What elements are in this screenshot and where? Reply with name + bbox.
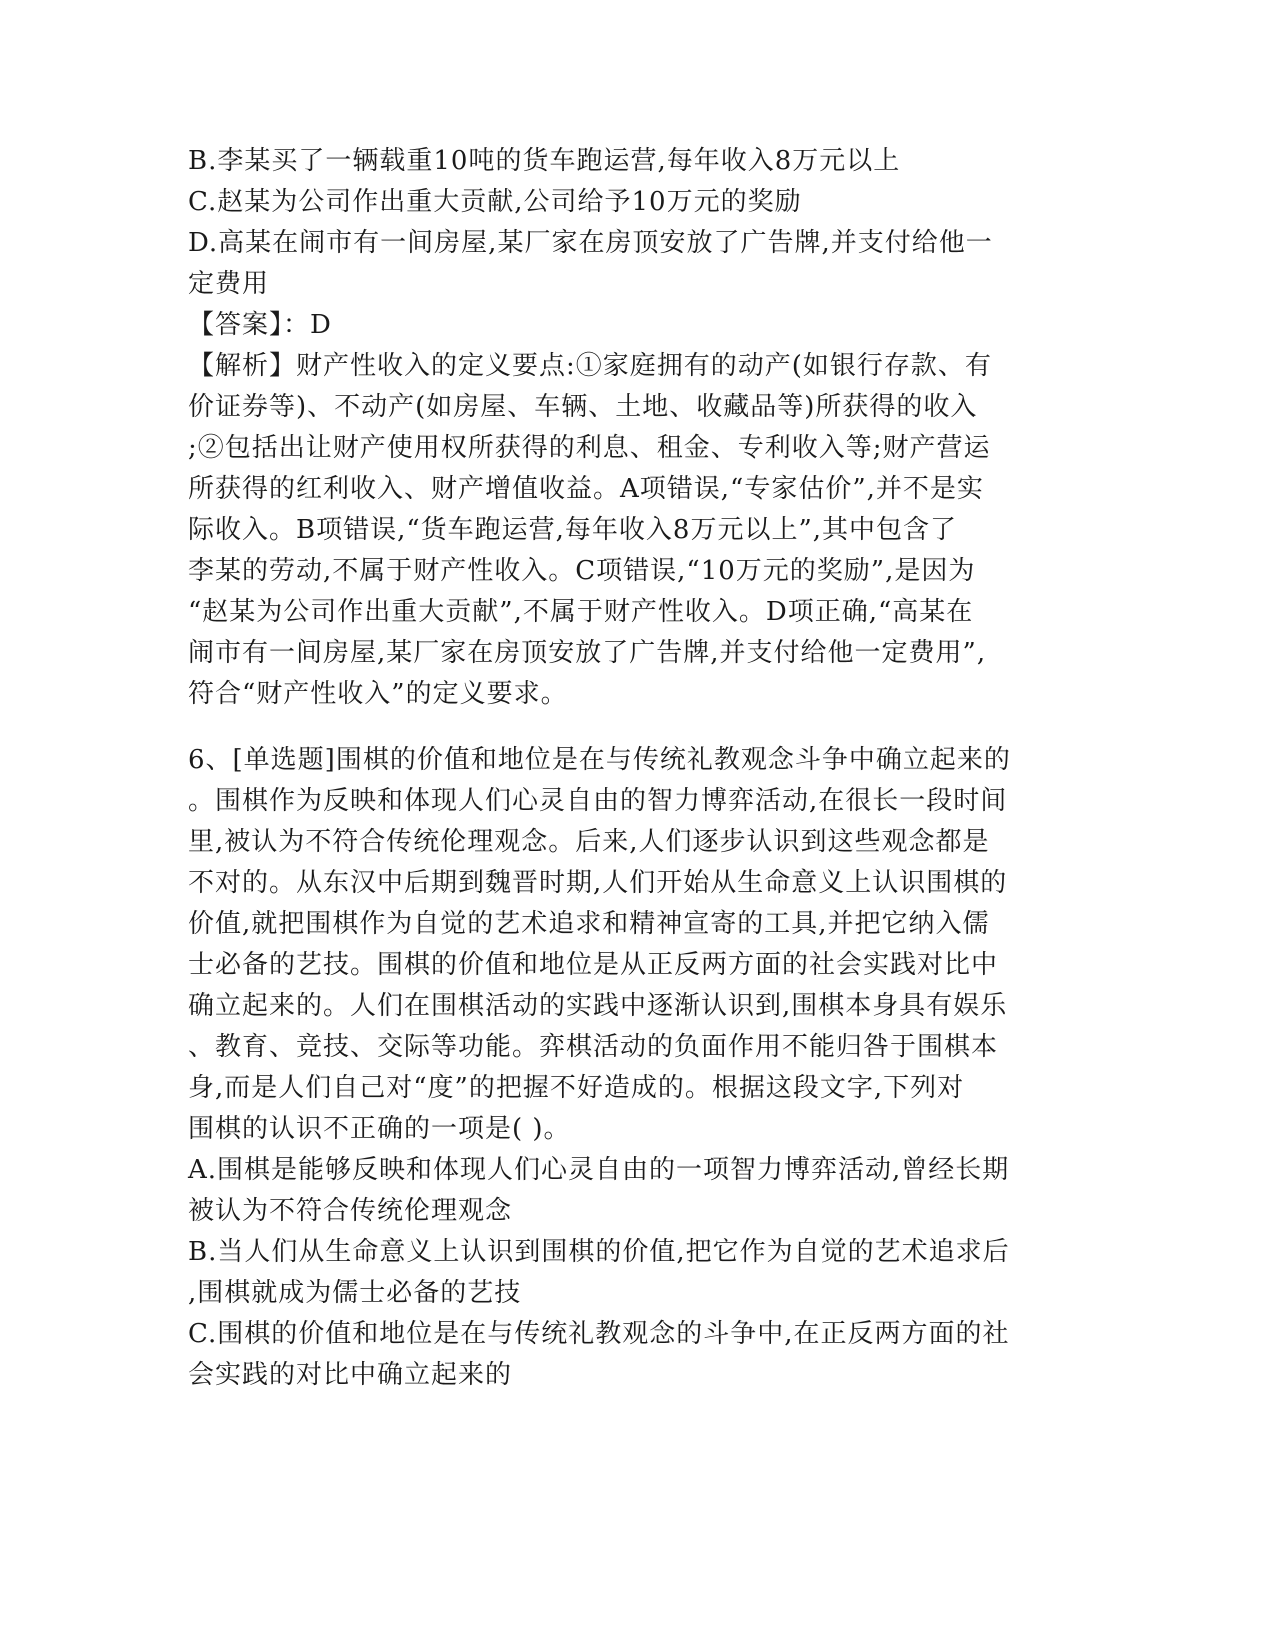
question-line-5: 价值,就把围棋作为自觉的艺术追求和精神宣寄的工具,并把它纳入儒 [188, 909, 990, 939]
explanation-line-9: 符合“财产性收入”的定义要求。 [188, 679, 568, 709]
explanation-line-3: ;②包括出让财产使用权所获得的利息、租金、专利收入等;财产营运 [188, 433, 991, 463]
explanation-line-4: 所获得的红利收入、财产增值收益。A项错误,“专家估价”,并不是实 [188, 474, 984, 504]
question-line-1: 6、[单选题]围棋的价值和地位是在与传统礼教观念斗争中确立起来的 [188, 745, 1011, 775]
option-b-line-1: B.当人们从生命意义上认识到围棋的价值,把它作为自觉的艺术追求后 [188, 1237, 1010, 1267]
option-d-line-1: D.高某在闹市有一间房屋,某厂家在房顶安放了广告牌,并支付给他一 [188, 228, 993, 258]
option-a-line-2: 被认为不符合传统伦理观念 [188, 1196, 513, 1226]
option-b-line-2: ,围棋就成为儒士必备的艺技 [188, 1278, 522, 1308]
explanation-line-6: 李某的劳动,不属于财产性收入。C项错误,“10万元的奖励”,是因为 [188, 556, 976, 586]
question-line-4: 不对的。从东汉中后期到魏晋时期,人们开始从生命意义上认识围棋的 [188, 868, 1008, 898]
explanation-line-2: 价证券等)、不动产(如房屋、车辆、土地、收藏品等)所获得的收入 [188, 392, 978, 422]
answer-line: 【答案】：D [188, 310, 332, 340]
option-c-line-1: C.围棋的价值和地位是在与传统礼教观念的斗争中,在正反两方面的社 [188, 1319, 1010, 1349]
question-line-3: 里,被认为不符合传统伦理观念。后来,人们逐步认识到这些观念都是 [188, 827, 990, 857]
question-line-7: 确立起来的。人们在围棋活动的实践中逐渐认识到,围棋本身具有娱乐 [188, 991, 1008, 1021]
question-6-block [188, 740, 1088, 1396]
question-line-8: 、教育、竞技、交际等功能。弈棋活动的负面作用不能归咎于围棋本 [188, 1032, 999, 1062]
answer-explanation-block [188, 141, 1088, 715]
option-a-line-1: A.围棋是能够反映和体现人们心灵自由的一项智力博弈活动,曾经长期 [188, 1155, 1010, 1185]
explanation-line-8: 闹市有一间房屋,某厂家在房顶安放了广告牌,并支付给他一定费用”, [188, 638, 987, 668]
option-c-line-2: 会实践的对比中确立起来的 [188, 1360, 513, 1390]
question-line-2: 。围棋作为反映和体现人们心灵自由的智力博弈活动,在很长一段时间 [188, 786, 1008, 816]
question-line-10: 围棋的认识不正确的一项是( )。 [188, 1114, 571, 1144]
explanation-line-5: 际收入。B项错误,“货车跑运营,每年收入8万元以上”,其中包含了 [188, 515, 958, 545]
explanation-line-7: “赵某为公司作出重大贡献”,不属于财产性收入。D项正确,“高某在 [188, 597, 974, 627]
question-line-6: 士必备的艺技。围棋的价值和地位是从正反两方面的社会实践对比中 [188, 950, 999, 980]
explanation-line-1: 【解析】财产性收入的定义要点:①家庭拥有的动产(如银行存款、有 [188, 351, 992, 381]
option-c-line: C.赵某为公司作出重大贡献,公司给予10万元的奖励 [188, 187, 802, 217]
option-d-line-2: 定费用 [188, 269, 270, 299]
option-b-line: B.李某买了一辆载重10吨的货车跑运营,每年收入8万元以上 [188, 146, 901, 176]
question-line-9: 身,而是人们自己对“度”的把握不好造成的。根据这段文字,下列对 [188, 1073, 965, 1103]
